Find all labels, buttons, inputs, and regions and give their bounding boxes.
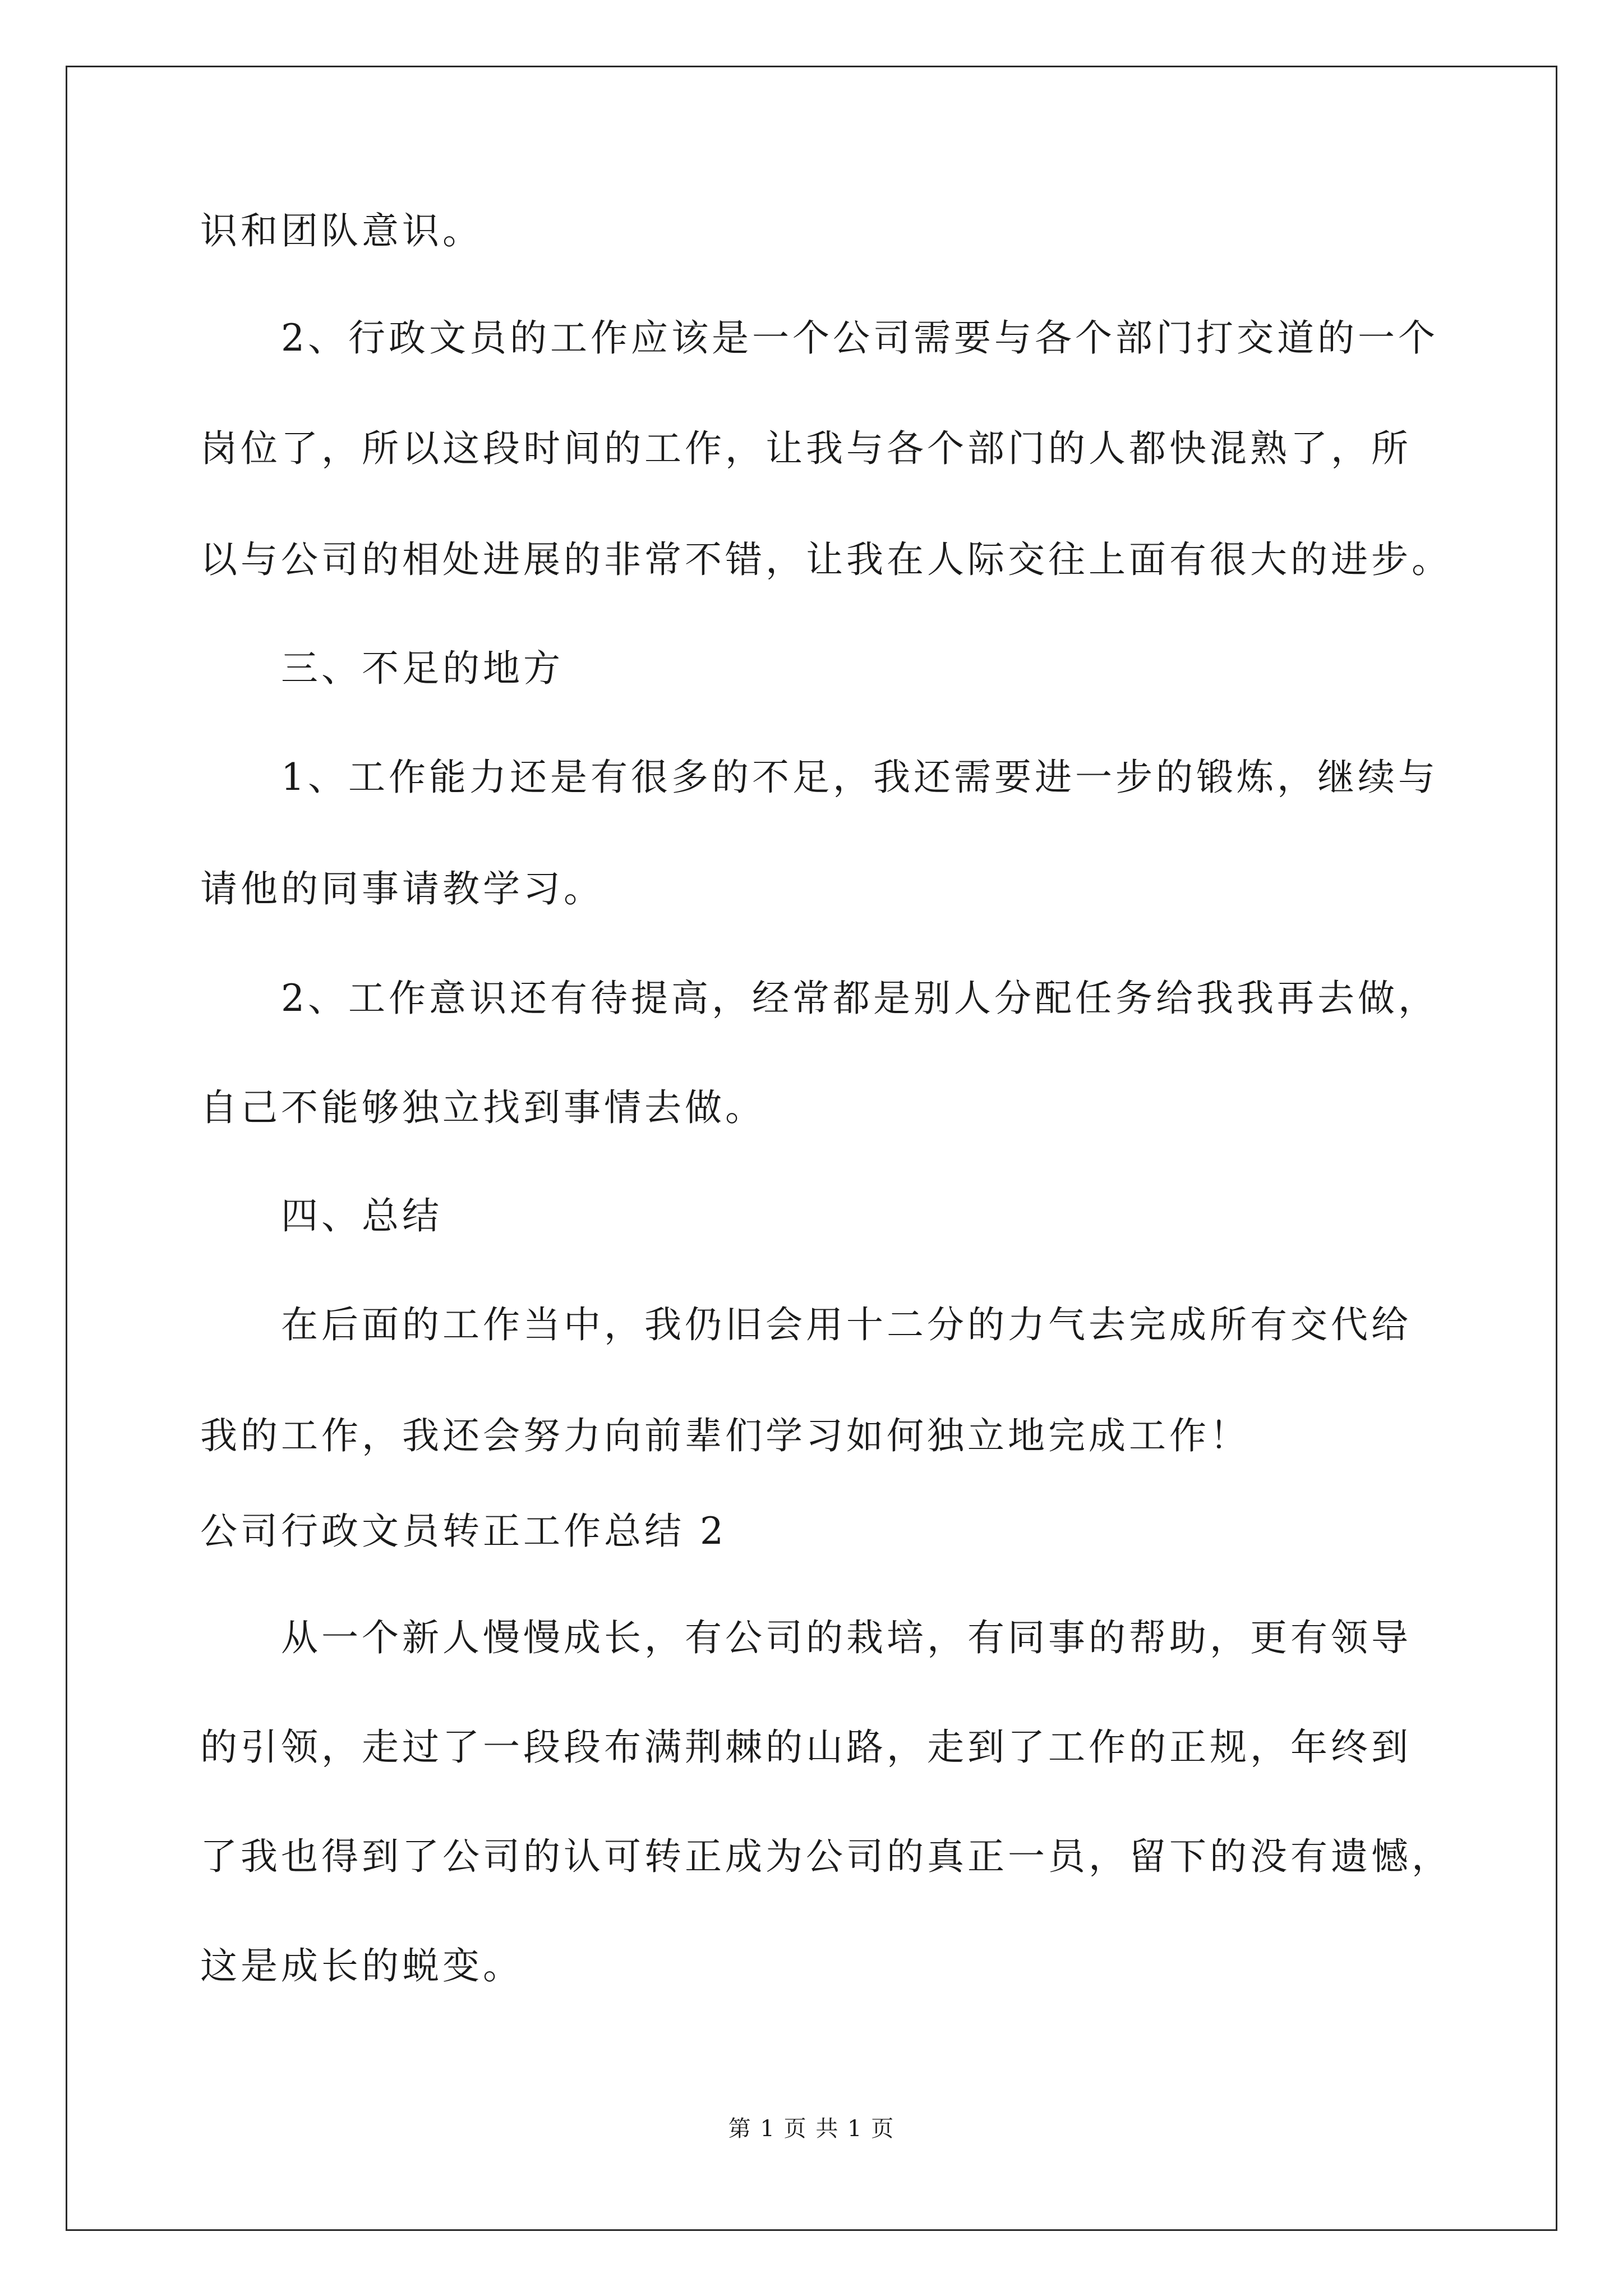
- paragraph-line: 请他的同事请教学习。: [200, 867, 604, 910]
- paragraph-line: 2、工作意识还有待提高，经常都是别人分配任务给我我再去做，: [281, 977, 1438, 1020]
- page-border: [66, 66, 1557, 2231]
- paragraph-line: 岗位了，所以这段时间的工作，让我与各个部门的人都快混熟了，所: [200, 427, 1412, 470]
- document-title: 公司行政文员转正工作总结 2: [200, 1510, 727, 1553]
- paragraph-line: 2、行政文员的工作应该是一个公司需要与各个部门打交道的一个: [281, 316, 1438, 360]
- section-heading: 四、总结: [281, 1194, 442, 1237]
- paragraph-line: 在后面的工作当中，我仍旧会用十二分的力气去完成所有交代给: [281, 1303, 1412, 1346]
- paragraph-line: 1、工作能力还是有很多的不足，我还需要进一步的锻炼，继续与: [281, 756, 1438, 799]
- paragraph-line: 识和团队意识。: [200, 209, 483, 252]
- paragraph-line: 我的工作，我还会努力向前辈们学习如何独立地完成工作！: [200, 1414, 1250, 1457]
- section-heading: 三、不足的地方: [281, 647, 564, 690]
- paragraph-line: 的引领，走过了一段段布满荆棘的山路，走到了工作的正规，年终到: [200, 1726, 1412, 1769]
- paragraph-line: 以与公司的相处进展的非常不错，让我在人际交往上面有很大的进步。: [200, 538, 1452, 581]
- paragraph-line: 这是成长的蜕变。: [200, 1944, 523, 1987]
- paragraph-line: 自己不能够独立找到事情去做。: [200, 1086, 766, 1129]
- paragraph-line: 了我也得到了公司的认可转正成为公司的真正一员，留下的没有遗憾，: [200, 1835, 1452, 1878]
- paragraph-line: 从一个新人慢慢成长，有公司的栽培，有同事的帮助，更有领导: [281, 1616, 1412, 1659]
- page-footer: 第 1 页 共 1 页: [728, 2116, 895, 2142]
